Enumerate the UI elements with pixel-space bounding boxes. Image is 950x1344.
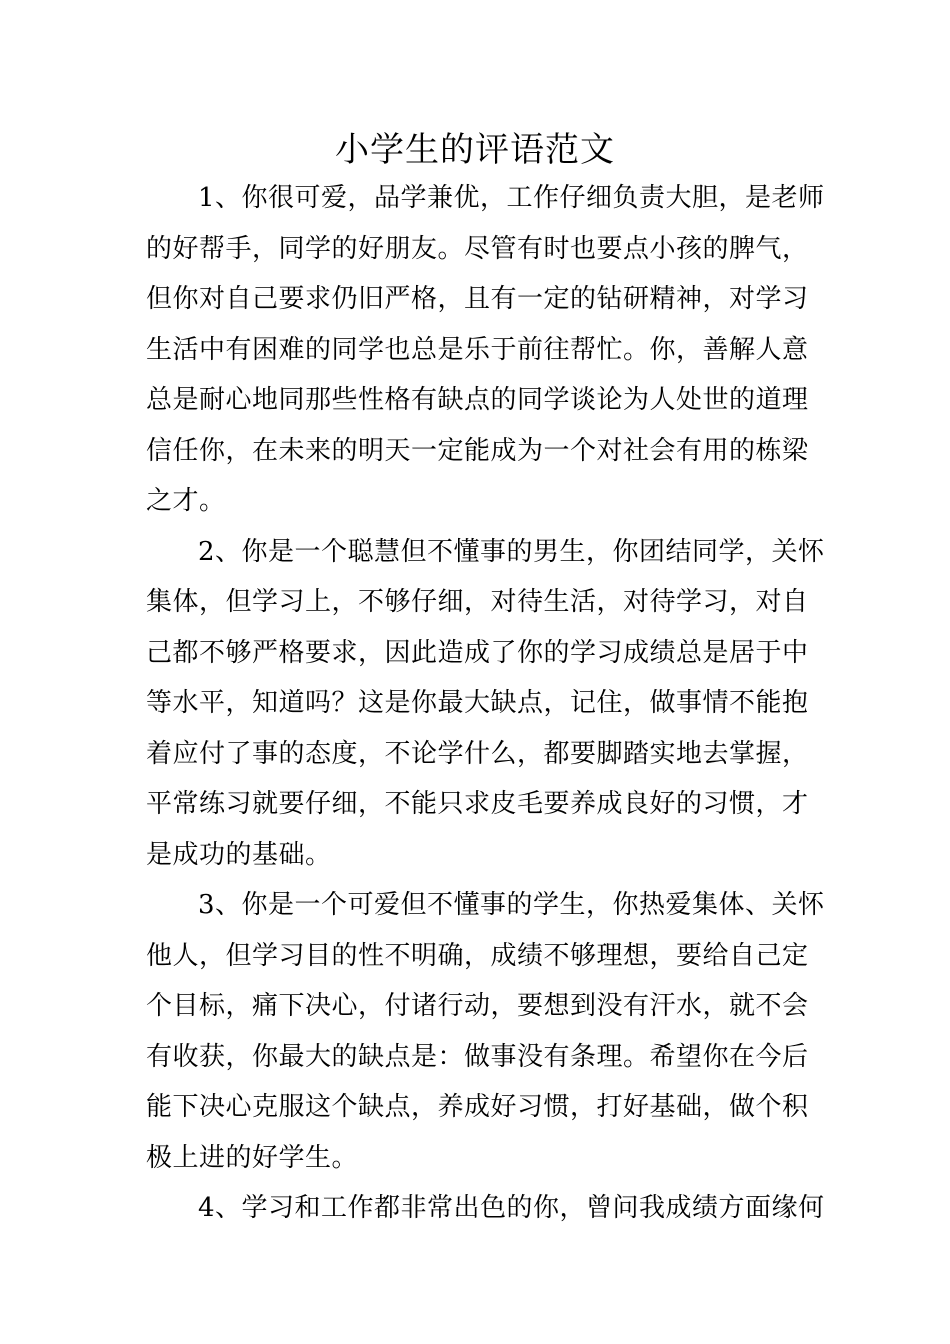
paragraph-4-line-1: 4、学习和工作都非常出色的你，曾问我成绩方面缘何: [198, 1193, 825, 1223]
paragraph-2-line-1: 2、你是一个聪慧但不懂事的男生，你团结同学，关怀: [198, 536, 825, 567]
paragraph-3-line-2: 他人，但学习目的性不明确，成绩不够理想，要给自己定: [146, 940, 809, 971]
document-title: 小学生的评语范文: [335, 130, 615, 170]
paragraph-3-line-4: 有收获，你最大的缺点是：做事没有条理。希望你在今后: [146, 1041, 809, 1072]
document-body: [146, 173, 825, 1234]
paragraph-1-line-1: 1、你很可爱，品学兼优，工作仔细负责大胆，是老师: [198, 183, 825, 213]
paragraph-2-line-3: 己都不够严格要求，因此造成了你的学习成绩总是居于中: [146, 637, 809, 668]
paragraph-2-line-4: 等水平，知道吗？这是你最大缺点，记住，做事情不能抱: [146, 688, 809, 718]
paragraph-1-line-2: 的好帮手，同学的好朋友。尽管有时也要点小孩的脾气，: [146, 233, 809, 264]
paragraph-2-line-5: 着应付了事的态度，不论学什么，都要脚踏实地去掌握，: [146, 738, 809, 769]
paragraph-3-line-5: 能下决心克服这个缺点，养成好习惯，打好基础，做个积: [146, 1092, 809, 1122]
paragraph-3-line-3: 个目标，痛下决心，付诸行动，要想到没有汗水，就不会: [146, 991, 809, 1021]
paragraph-1-line-3: 但你对自己要求仍旧严格，且有一定的钻研精神，对学习: [146, 284, 809, 314]
paragraph-2-line-2: 集体，但学习上，不够仔细，对待生活，对待学习，对自: [146, 587, 809, 617]
paragraph-3-line-1: 3、你是一个可爱但不懂事的学生，你热爱集体、关怀: [198, 890, 825, 920]
paragraph-2-line-7: 是成功的基础。: [146, 839, 332, 870]
paragraph-1-line-5: 总是耐心地同那些性格有缺点的同学谈论为人处世的道理: [146, 385, 809, 415]
paragraph-1-line-7: 之才。: [146, 486, 226, 516]
paragraph-2-line-6: 平常练习就要仔细，不能只求皮毛要养成良好的习惯，才: [146, 789, 809, 819]
paragraph-3-line-6: 极上进的好学生。: [146, 1142, 359, 1173]
paragraph-1-line-4: 生活中有困难的同学也总是乐于前往帮忙。你，善解人意: [146, 334, 809, 365]
paragraph-1-line-6: 信任你，在未来的明天一定能成为一个对社会有用的栋梁: [146, 435, 809, 466]
